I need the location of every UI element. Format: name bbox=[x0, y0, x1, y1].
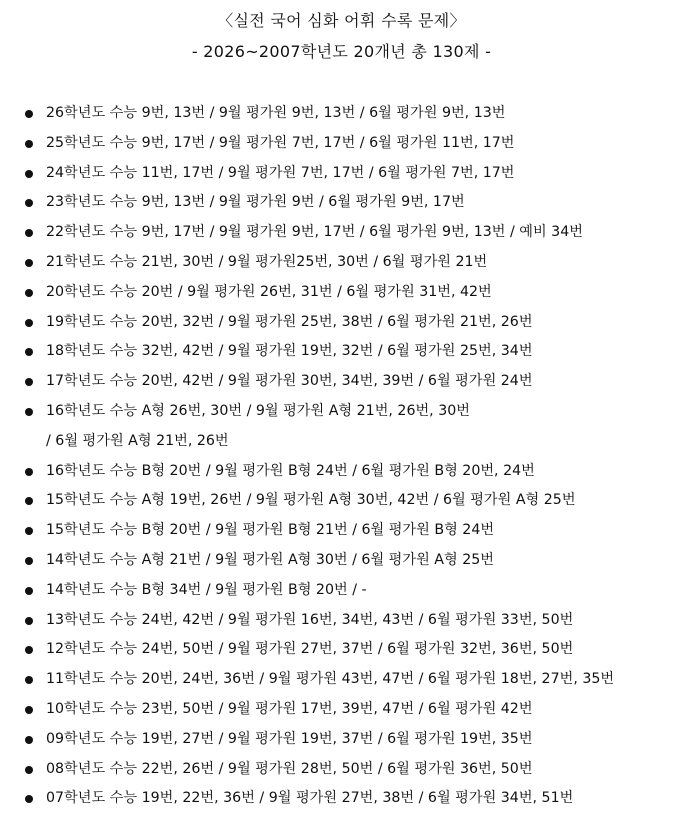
list-item-text: 14학년도 수능 B형 34번 / 9월 평가원 B형 20번 / - bbox=[46, 581, 367, 598]
list-item bbox=[0, 308, 683, 338]
list-item-text: 20학년도 수능 20번 / 9월 평가원 26번, 31번 / 6월 평가원 31번, 42번 bbox=[46, 283, 492, 300]
bullet-icon bbox=[25, 736, 33, 744]
list-item bbox=[0, 576, 683, 606]
list-item-text: 12학년도 수능 24번, 50번 / 9월 평가원 27번, 37번 / 6월 평가원 32번, 36번, 50번 bbox=[46, 641, 574, 658]
list-item-text: 08학년도 수능 22번, 26번 / 9월 평가원 28번, 50번 / 6월 평가원 36번, 50번 bbox=[46, 760, 533, 777]
bullet-icon bbox=[25, 170, 33, 178]
bullet-icon bbox=[25, 259, 33, 267]
list-item-text: 18학년도 수능 32번, 42번 / 9월 평가원 19번, 32번 / 6월 평가원 25번, 34번 bbox=[46, 343, 533, 360]
bullet-icon bbox=[25, 199, 33, 207]
document-subtitle: - 2026~2007학년도 20개년 총 130제 - bbox=[191, 42, 492, 61]
list-item bbox=[0, 606, 683, 636]
list-item bbox=[0, 516, 683, 546]
list-item bbox=[0, 159, 683, 189]
bullet-icon bbox=[25, 706, 33, 714]
bullet-icon bbox=[25, 289, 33, 297]
list-item-text: 10학년도 수능 23번, 50번 / 9월 평가원 17번, 39번, 47번 / 6월 평가원 42번 bbox=[46, 700, 533, 717]
list-item-text: 24학년도 수능 11번, 17번 / 9월 평가원 7번, 17번 / 6월 평가원 7번, 17번 bbox=[46, 164, 515, 181]
bullet-icon bbox=[25, 557, 33, 565]
list-item bbox=[0, 457, 683, 487]
list-item bbox=[0, 337, 683, 367]
bullet-icon bbox=[25, 646, 33, 654]
list-item-text: 13학년도 수능 24번, 42번 / 9월 평가원 16번, 34번, 43번 / 6월 평가원 33번, 50번 bbox=[46, 611, 574, 628]
bullet-icon bbox=[25, 676, 33, 684]
list-item-text: 15학년도 수능 A형 19번, 26번 / 9월 평가원 A형 30번, 42번 / 6월 평가원 A형 25번 bbox=[46, 492, 576, 509]
list-item bbox=[0, 188, 683, 218]
list-item-text: 22학년도 수능 9번, 17번 / 9월 평가원 9번, 17번 / 6월 평가원 9번, 13번 / 예비 34번 bbox=[46, 224, 583, 241]
list-item-text: 09학년도 수능 19번, 27번 / 9월 평가원 19번, 37번 / 6월 평가원 19번, 35번 bbox=[46, 730, 533, 747]
bullet-icon bbox=[25, 468, 33, 476]
bullet-icon bbox=[25, 319, 33, 327]
bullet-icon bbox=[25, 408, 33, 416]
bullet-icon bbox=[25, 497, 33, 505]
list-item bbox=[0, 218, 683, 248]
list-item bbox=[0, 725, 683, 755]
bullet-icon bbox=[25, 110, 33, 118]
document-title: 〈실전 국어 심화 어휘 수록 문제〉 bbox=[217, 11, 466, 30]
bullet-icon bbox=[25, 140, 33, 148]
list-item bbox=[0, 129, 683, 159]
list-item-text: 15학년도 수능 B형 20번 / 9월 평가원 B형 21번 / 6월 평가원 B형 24번 bbox=[46, 522, 495, 539]
list-item bbox=[0, 278, 683, 308]
list-item bbox=[0, 99, 683, 129]
bullet-icon bbox=[25, 795, 33, 803]
list-item-text: 16학년도 수능 A형 26번, 30번 / 9월 평가원 A형 21번, 26번, 30번 bbox=[46, 402, 470, 419]
list-item-text: 19학년도 수능 20번, 32번 / 9월 평가원 25번, 38번 / 6월 평가원 21번, 26번 bbox=[46, 313, 533, 330]
list-item-text: 11학년도 수능 20번, 24번, 36번 / 9월 평가원 43번, 47번 / 6월 평가원 18번, 27번, 35번 bbox=[46, 671, 615, 688]
list-item bbox=[0, 635, 683, 665]
bullet-icon bbox=[25, 527, 33, 535]
list-item-text: 25학년도 수능 9번, 17번 / 9월 평가원 7번, 17번 / 6월 평가원 11번, 17번 bbox=[46, 134, 515, 151]
list-item-continuation: / 6월 평가원 A형 21번, 26번 bbox=[46, 432, 229, 449]
list-item bbox=[0, 546, 683, 576]
list-item bbox=[0, 397, 683, 457]
list-item-text: 16학년도 수능 B형 20번 / 9월 평가원 B형 24번 / 6월 평가원 B형 20번, 24번 bbox=[46, 462, 535, 479]
list-item-text: 21학년도 수능 21번, 30번 / 9월 평가원25번, 30번 / 6월 평가원 21번 bbox=[46, 253, 488, 270]
bullet-icon bbox=[25, 587, 33, 595]
list-item bbox=[0, 665, 683, 695]
bullet-icon bbox=[25, 348, 33, 356]
list-item-text: 23학년도 수능 9번, 13번 / 9월 평가원 9번 / 6월 평가원 9번, 17번 bbox=[46, 194, 465, 211]
list-item bbox=[0, 695, 683, 725]
bullet-icon bbox=[25, 378, 33, 386]
bullet-icon bbox=[25, 617, 33, 625]
list-item bbox=[0, 248, 683, 278]
list-item bbox=[0, 367, 683, 397]
list-item-text: 26학년도 수능 9번, 13번 / 9월 평가원 9번, 13번 / 6월 평가원 9번, 13번 bbox=[46, 105, 506, 121]
list-item-text: 14학년도 수능 A형 21번 / 9월 평가원 A형 30번 / 6월 평가원 A형 25번 bbox=[46, 551, 494, 568]
bullet-icon bbox=[25, 766, 33, 774]
list-item-text: 07학년도 수능 19번, 22번, 36번 / 9월 평가원 27번, 38번 / 6월 평가원 34번, 51번 bbox=[46, 790, 574, 807]
list-item bbox=[0, 755, 683, 785]
exam-question-list bbox=[0, 99, 683, 814]
bullet-icon bbox=[25, 229, 33, 237]
list-item bbox=[0, 784, 683, 814]
list-item-text: 17학년도 수능 20번, 42번 / 9월 평가원 30번, 34번, 39번 / 6월 평가원 24번 bbox=[46, 373, 533, 390]
list-item bbox=[0, 486, 683, 516]
